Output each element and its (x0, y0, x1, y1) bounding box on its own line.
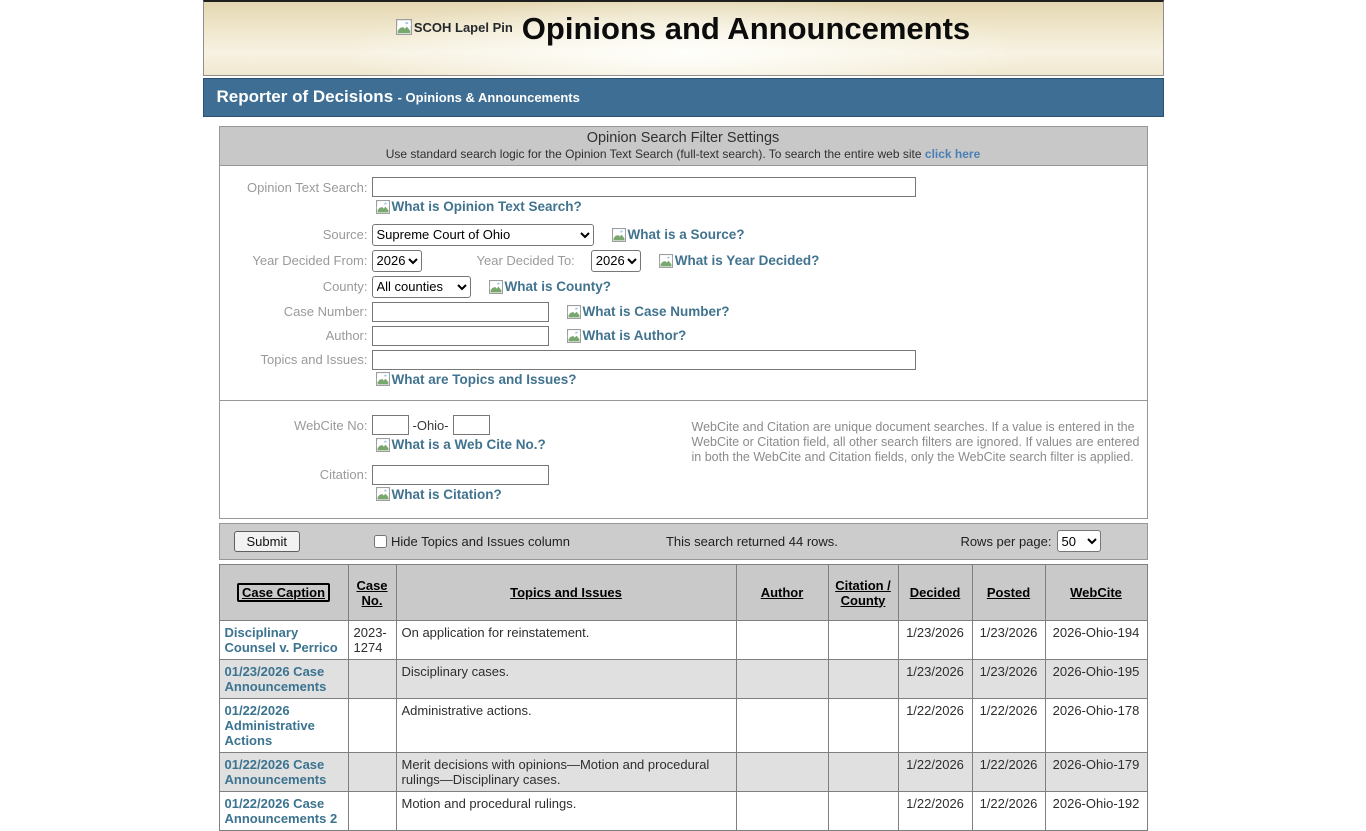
source-select[interactable] (372, 224, 594, 246)
table-row (219, 699, 1147, 753)
cell-author (736, 660, 828, 699)
cell-author (736, 699, 828, 753)
help-opinion-text-search[interactable]: What is Opinion Text Search? (376, 199, 582, 214)
cell-decided: 1/23/2026 (898, 621, 972, 660)
source-label: Source: (322, 227, 368, 242)
topics-input[interactable] (372, 350, 916, 370)
county-label: County: (322, 279, 368, 294)
column-header-author (736, 565, 828, 621)
cell-webcite: 2026-Ohio-194 (1045, 621, 1147, 660)
submit-button[interactable]: Submit (234, 531, 300, 552)
broken-image-icon (376, 438, 390, 452)
cell-case_no: 2023-1274 (348, 621, 396, 660)
year-from-select[interactable] (372, 250, 422, 272)
filter-header (220, 127, 1147, 166)
sort-link-decided[interactable]: Decided (909, 585, 961, 600)
broken-image-icon (376, 487, 390, 501)
author-input[interactable] (372, 326, 549, 346)
column-header-posted (972, 565, 1045, 621)
cell-posted: 1/22/2026 (972, 792, 1045, 831)
cell-decided: 1/22/2026 (898, 753, 972, 792)
column-header-case_no (348, 565, 396, 621)
rows-per-page-select[interactable] (1057, 530, 1101, 552)
webcite-note: WebCite and Citation are unique document searches. If a value is entered in the WebCite or Citation field, all other search filters are ignored. If values are entered in both the WebCite and Citation fields, only the WebCite search filter is applied. (691, 420, 1140, 464)
opinion-text-search-label: Opinion Text Search: (247, 179, 368, 195)
column-header-webcite (1045, 565, 1147, 621)
year-to-select[interactable] (591, 250, 641, 272)
cell-citation_county (828, 753, 898, 792)
cell-author (736, 621, 828, 660)
rows-per-page-label: Rows per page: (960, 533, 1052, 549)
sort-link-caption[interactable]: Case Caption (237, 583, 330, 602)
cell-caption (219, 660, 348, 699)
webcite-number-input[interactable] (453, 415, 490, 435)
author-label: Author: (325, 328, 368, 343)
table-row (219, 660, 1147, 699)
case-caption-link[interactable]: 01/22/2026 Case Announcements (224, 757, 327, 787)
cell-webcite: 2026-Ohio-195 (1045, 660, 1147, 699)
cell-posted: 1/22/2026 (972, 699, 1045, 753)
filter-box (219, 126, 1148, 519)
case-number-label: Case Number: (283, 304, 368, 319)
cell-decided: 1/22/2026 (898, 792, 972, 831)
cell-webcite: 2026-Ohio-179 (1045, 753, 1147, 792)
help-county[interactable]: What is County? (489, 279, 612, 294)
webcite-label: WebCite No: (294, 417, 368, 433)
broken-image-icon (612, 228, 626, 242)
column-header-citation_county (828, 565, 898, 621)
section-banner (203, 78, 1164, 117)
column-header-caption (219, 565, 348, 621)
cell-topics: Merit decisions with opinions—Motion and procedural rulings—Disciplinary cases. (396, 753, 736, 792)
cell-citation_county (828, 699, 898, 753)
result-count-text: This search returned 44 rows. (665, 533, 838, 549)
table-row (219, 792, 1147, 831)
cell-posted: 1/23/2026 (972, 660, 1045, 699)
banner-subtitle: - Opinions & Announcements (397, 90, 580, 105)
cell-caption (219, 792, 348, 831)
broken-image-icon (567, 305, 581, 319)
year-from-label: Year Decided From: (252, 253, 368, 268)
broken-image-icon (396, 19, 412, 35)
logo-alt-text: SCOH Lapel Pin (413, 19, 513, 35)
results-table-header (219, 565, 1147, 621)
site-logo (396, 19, 513, 35)
results-table (219, 564, 1148, 831)
sort-link-citation_county[interactable]: Citation / County (835, 577, 891, 608)
sort-link-case_no[interactable]: Case No. (356, 577, 388, 608)
opinion-text-search-input[interactable] (372, 177, 916, 197)
results-table-body (219, 621, 1147, 831)
help-year-decided[interactable]: What is Year Decided? (659, 253, 820, 268)
case-caption-link[interactable]: 01/22/2026 Case Announcements 2 (224, 796, 338, 826)
hide-topics-checkbox[interactable] (374, 535, 387, 548)
cell-author (736, 792, 828, 831)
filter-title: Opinion Search Filter Settings (586, 130, 780, 146)
table-row (219, 621, 1147, 660)
help-webcite[interactable]: What is a Web Cite No.? (376, 437, 546, 452)
broken-image-icon (659, 254, 673, 268)
webcite-ohio-separator: -Ohio- (412, 417, 449, 433)
cell-webcite: 2026-Ohio-192 (1045, 792, 1147, 831)
click-here-link[interactable]: click here (924, 147, 981, 161)
page-container (203, 0, 1164, 831)
filter-subtitle (224, 147, 1143, 161)
table-row (219, 753, 1147, 792)
submit-bar (219, 523, 1148, 560)
help-author[interactable]: What is Author? (567, 328, 687, 343)
sort-link-webcite[interactable]: WebCite (1070, 585, 1122, 600)
cell-case_no (348, 660, 396, 699)
case-number-input[interactable] (372, 302, 549, 322)
case-caption-link[interactable]: Disciplinary Counsel v. Perrico (224, 625, 338, 655)
sort-link-posted[interactable]: Posted (986, 585, 1031, 600)
cell-caption (219, 699, 348, 753)
cell-caption (219, 753, 348, 792)
column-header-decided (898, 565, 972, 621)
hide-topics-label: Hide Topics and Issues column (390, 533, 570, 549)
cell-posted: 1/22/2026 (972, 753, 1045, 792)
filter-form (220, 166, 1147, 400)
citation-label: Citation: (319, 467, 368, 482)
webcite-section (220, 400, 1147, 518)
filter-subtitle-text: Use standard search logic for the Opinion Text Search (full-text search). To search the entire web site (385, 147, 922, 161)
broken-image-icon (376, 372, 390, 386)
cell-citation_county (828, 792, 898, 831)
cell-citation_county (828, 621, 898, 660)
webcite-year-input[interactable] (372, 415, 409, 435)
citation-input[interactable] (372, 465, 549, 485)
broken-image-icon (567, 329, 581, 343)
broken-image-icon (489, 280, 503, 294)
sort-link-author[interactable]: Author (760, 585, 804, 600)
help-source[interactable]: What is a Source? (612, 227, 745, 242)
cell-case_no (348, 699, 396, 753)
cell-author (736, 753, 828, 792)
broken-image-icon (376, 200, 390, 214)
cell-webcite: 2026-Ohio-178 (1045, 699, 1147, 753)
page-title: Opinions and Announcements (521, 11, 971, 46)
year-to-label: Year Decided To: (476, 253, 575, 268)
cell-citation_county (828, 660, 898, 699)
cell-topics: Administrative actions. (396, 699, 736, 753)
column-header-topics (396, 565, 736, 621)
case-caption-link[interactable]: 01/23/2026 Case Announcements (224, 664, 327, 694)
sort-link-topics[interactable]: Topics and Issues (510, 585, 622, 600)
topics-label: Topics and Issues: (260, 352, 368, 367)
help-citation[interactable]: What is Citation? (376, 487, 502, 502)
help-topics[interactable]: What are Topics and Issues? (376, 372, 577, 387)
county-select[interactable] (372, 276, 471, 298)
cell-case_no (348, 753, 396, 792)
cell-caption (219, 621, 348, 660)
cell-topics: Motion and procedural rulings. (396, 792, 736, 831)
help-case-number[interactable]: What is Case Number? (567, 304, 730, 319)
banner-title: Reporter of Decisions (216, 87, 394, 106)
site-masthead (203, 0, 1164, 76)
cell-decided: 1/22/2026 (898, 699, 972, 753)
cell-topics: On application for reinstatement. (396, 621, 736, 660)
cell-decided: 1/23/2026 (898, 660, 972, 699)
cell-case_no (348, 792, 396, 831)
case-caption-link[interactable]: 01/22/2026 Administrative Actions (224, 703, 315, 748)
cell-posted: 1/23/2026 (972, 621, 1045, 660)
cell-topics: Disciplinary cases. (396, 660, 736, 699)
